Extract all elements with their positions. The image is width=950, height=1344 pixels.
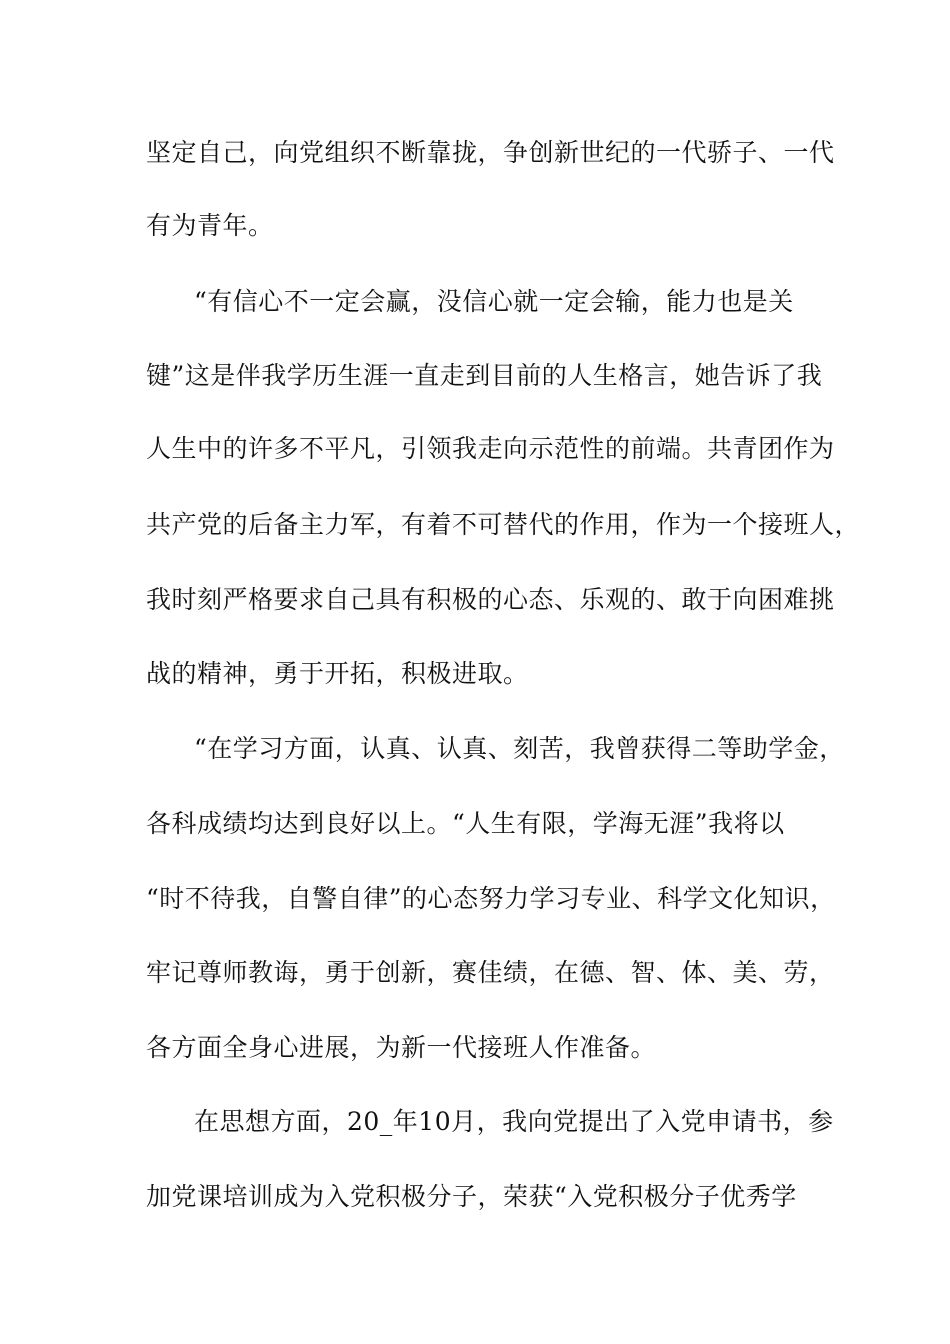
paragraph-line: 各方面全身心进展，为新一代接班人作准备。 <box>146 1033 657 1062</box>
paragraph-line: 牢记尊师教诲，勇于创新，赛佳绩，在德、智、体、美、劳， <box>146 958 835 987</box>
paragraph-line: 加党课培训成为入党积极分子，荣获“入党积极分子优秀学 <box>146 1182 797 1211</box>
paragraph-line: “有信心不一定会赢，没信心就一定会输，能力也是关 <box>194 287 794 316</box>
paragraph-line: 有为青年。 <box>146 211 274 240</box>
paragraph-line: 在思想方面，20_年10月，我向党提出了入党申请书，参 <box>194 1107 834 1136</box>
paragraph-line: 战的精神，勇于开拓，积极进取。 <box>146 659 529 688</box>
paragraph-line: 坚定自己，向党组织不断靠拢，争创新世纪的一代骄子、一代 <box>146 138 835 167</box>
paragraph-line: “时不待我，自警自律”的心态努力学习专业、科学文化知识， <box>146 884 836 913</box>
paragraph-line: “在学习方面，认真、认真、刻苦，我曾获得二等助学金， <box>194 734 845 763</box>
paragraph-line: 人生中的许多不平凡，引领我走向示范性的前端。共青团作为 <box>146 434 835 463</box>
paragraph-line: 键”这是伴我学历生涯一直走到目前的人生格言，她告诉了我 <box>146 361 823 390</box>
paragraph-line: 共产党的后备主力军，有着不可替代的作用，作为一个接班人， <box>146 510 861 539</box>
paragraph-line: 我时刻严格要求自己具有积极的心态、乐观的、敢于向困难挑 <box>146 585 835 614</box>
paragraph-line: 各科成绩均达到良好以上。“人生有限，学海无涯”我将以 <box>146 809 785 838</box>
